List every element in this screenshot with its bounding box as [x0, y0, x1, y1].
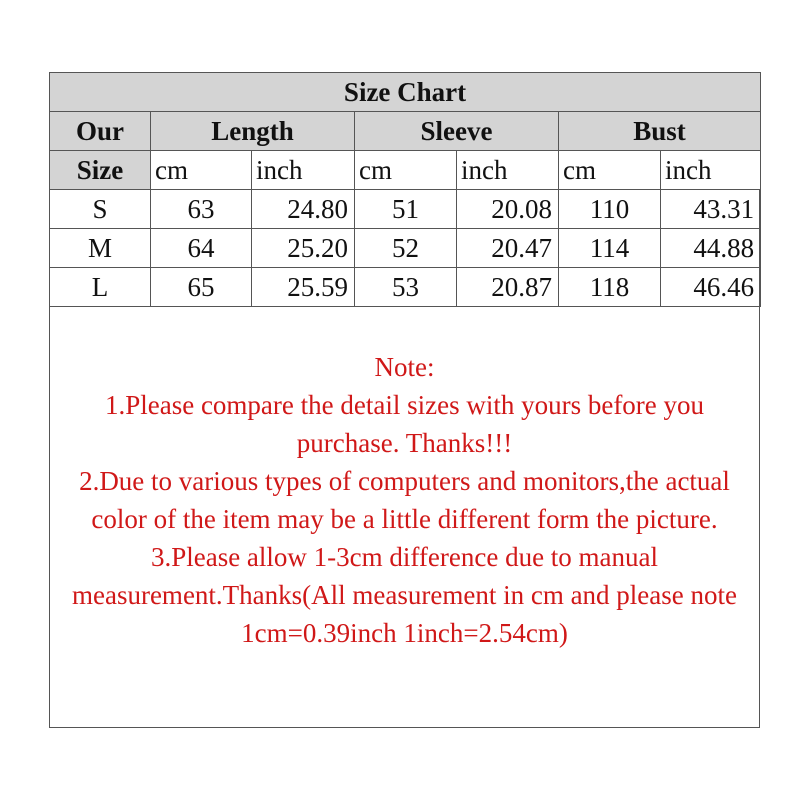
- length-inch-value: 24.80: [252, 190, 355, 229]
- size-label: M: [50, 229, 151, 268]
- sleeve-cm-value: 51: [355, 190, 457, 229]
- chart-title: Size Chart: [50, 73, 761, 112]
- length-cm-value: 63: [151, 190, 252, 229]
- unit-bust-cm: cm: [559, 151, 661, 190]
- bust-inch-value: 46.46: [661, 268, 761, 307]
- bust-cm-value: 114: [559, 229, 661, 268]
- note-line-1: 1.Please compare the detail sizes with yours before you purchase. Thanks!!!: [104, 390, 705, 458]
- unit-length-inch: inch: [252, 151, 355, 190]
- bust-inch-value: 43.31: [661, 190, 761, 229]
- size-label: L: [50, 268, 151, 307]
- note-heading: Note:: [374, 352, 435, 382]
- bust-inch-value: 44.88: [661, 229, 761, 268]
- sleeve-inch-value: 20.08: [457, 190, 559, 229]
- unit-sleeve-cm: cm: [355, 151, 457, 190]
- sleeve-inch-value: 20.87: [457, 268, 559, 307]
- unit-row: [50, 151, 761, 190]
- length-inch-value: 25.59: [252, 268, 355, 307]
- note-section: [49, 348, 760, 652]
- header-our: Our: [50, 112, 151, 151]
- bust-cm-value: 118: [559, 268, 661, 307]
- table-row: [50, 190, 761, 229]
- header-row: [50, 112, 761, 151]
- unit-sleeve-inch: inch: [457, 151, 559, 190]
- size-chart-table: [49, 72, 761, 307]
- unit-bust-inch: inch: [661, 151, 761, 190]
- sleeve-cm-value: 52: [355, 229, 457, 268]
- header-length: Length: [151, 112, 355, 151]
- header-bust: Bust: [559, 112, 761, 151]
- length-cm-value: 65: [151, 268, 252, 307]
- unit-length-cm: cm: [151, 151, 252, 190]
- title-row: [50, 73, 761, 112]
- bust-cm-value: 110: [559, 190, 661, 229]
- note-line-3: 3.Please allow 1-3cm difference due to manual measurement.Thanks(All measurement in cm and please note 1cm=0.39inch 1inch=2.54cm): [71, 542, 738, 648]
- header-size: Size: [50, 151, 151, 190]
- note-line-2: 2.Due to various types of computers and monitors,the actual color of the item may be a little different form the picture.: [79, 466, 730, 534]
- header-sleeve: Sleeve: [355, 112, 559, 151]
- length-inch-value: 25.20: [252, 229, 355, 268]
- sleeve-inch-value: 20.47: [457, 229, 559, 268]
- size-label: S: [50, 190, 151, 229]
- table-row: [50, 229, 761, 268]
- sleeve-cm-value: 53: [355, 268, 457, 307]
- table-row: [50, 268, 761, 307]
- length-cm-value: 64: [151, 229, 252, 268]
